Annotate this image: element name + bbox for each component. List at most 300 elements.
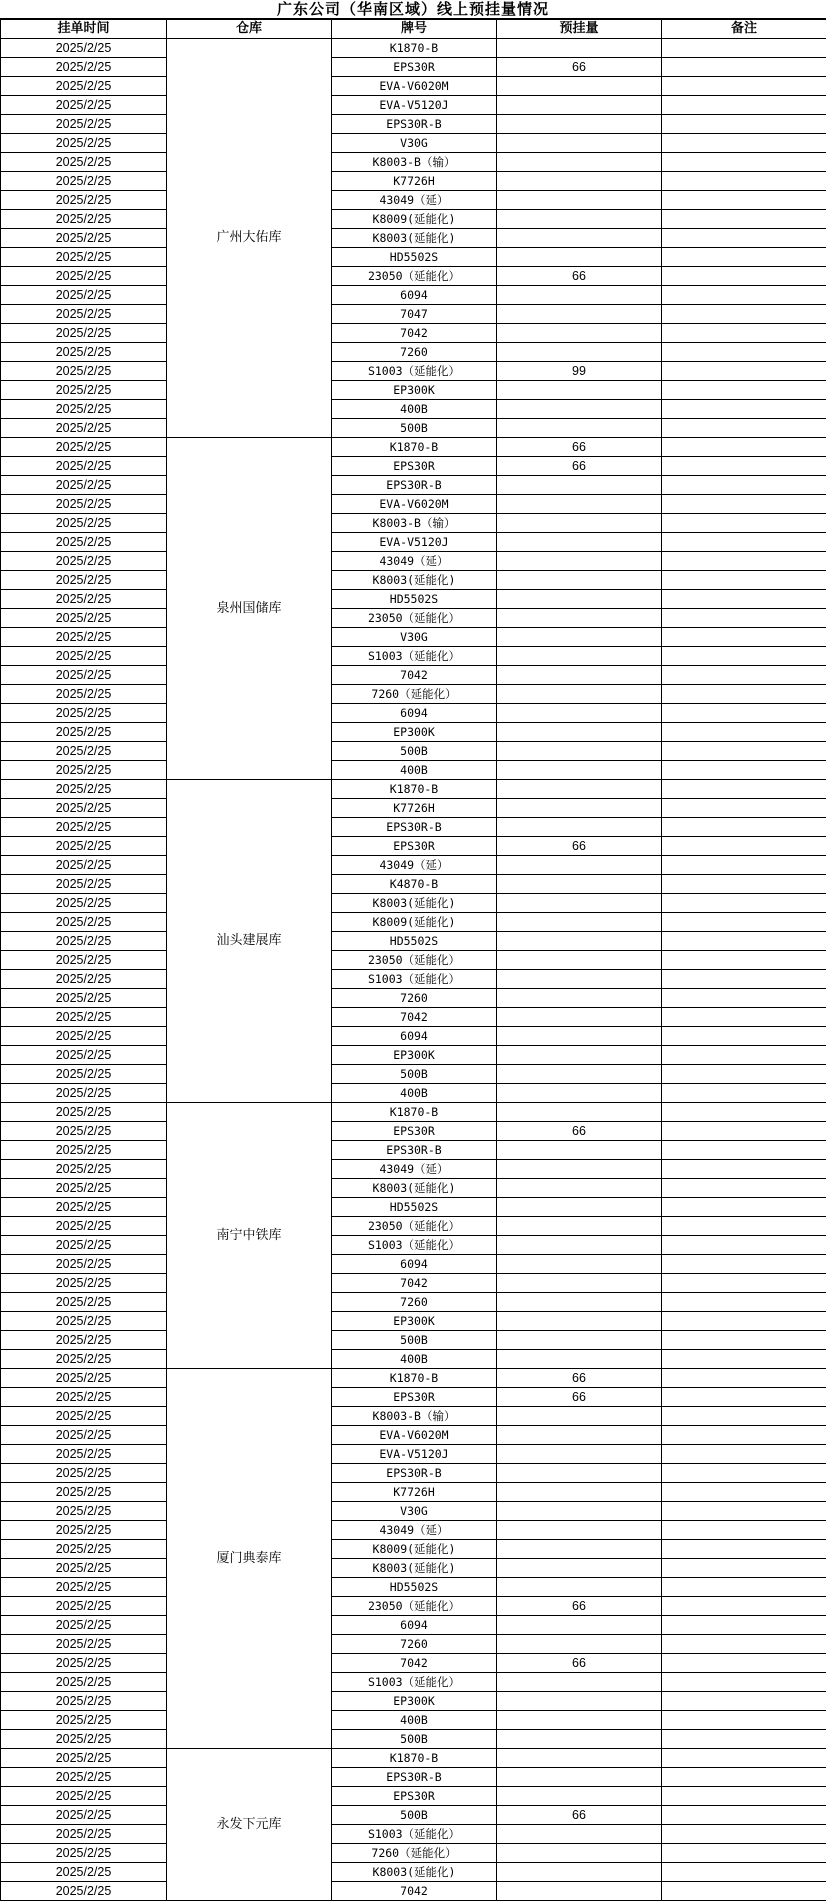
cell-date[interactable]: 2025/2/25: [1, 419, 167, 438]
cell-grade[interactable]: K1870-B: [332, 1369, 497, 1388]
cell-quantity[interactable]: 99: [497, 362, 662, 381]
cell-remark[interactable]: [662, 1198, 826, 1217]
cell-grade[interactable]: EPS30R: [332, 1787, 497, 1806]
cell-grade[interactable]: K7726H: [332, 1483, 497, 1502]
cell-grade[interactable]: EPS30R-B: [332, 1464, 497, 1483]
cell-quantity[interactable]: [497, 704, 662, 723]
cell-grade[interactable]: K7726H: [332, 172, 497, 191]
cell-date[interactable]: 2025/2/25: [1, 1673, 167, 1692]
cell-date[interactable]: 2025/2/25: [1, 191, 167, 210]
cell-date[interactable]: 2025/2/25: [1, 381, 167, 400]
cell-remark[interactable]: [662, 1597, 826, 1616]
cell-date[interactable]: 2025/2/25: [1, 1084, 167, 1103]
cell-date[interactable]: 2025/2/25: [1, 58, 167, 77]
cell-date[interactable]: 2025/2/25: [1, 609, 167, 628]
cell-date[interactable]: 2025/2/25: [1, 1654, 167, 1673]
cell-quantity[interactable]: 66: [497, 837, 662, 856]
cell-remark[interactable]: [662, 134, 826, 153]
cell-date[interactable]: 2025/2/25: [1, 970, 167, 989]
cell-remark[interactable]: [662, 1787, 826, 1806]
cell-remark[interactable]: [662, 438, 826, 457]
cell-quantity[interactable]: [497, 742, 662, 761]
cell-quantity[interactable]: [497, 1445, 662, 1464]
cell-quantity[interactable]: [497, 970, 662, 989]
cell-date[interactable]: 2025/2/25: [1, 115, 167, 134]
cell-warehouse[interactable]: 泉州国储库: [167, 438, 332, 780]
cell-grade[interactable]: EP300K: [332, 1312, 497, 1331]
cell-date[interactable]: 2025/2/25: [1, 1331, 167, 1350]
cell-quantity[interactable]: [497, 628, 662, 647]
cell-date[interactable]: 2025/2/25: [1, 457, 167, 476]
cell-date[interactable]: 2025/2/25: [1, 647, 167, 666]
cell-remark[interactable]: [662, 1255, 826, 1274]
cell-date[interactable]: 2025/2/25: [1, 1312, 167, 1331]
cell-warehouse[interactable]: 南宁中铁库: [167, 1103, 332, 1369]
cell-grade[interactable]: K8003(延能化): [332, 229, 497, 248]
cell-remark[interactable]: [662, 1616, 826, 1635]
cell-grade[interactable]: 7042: [332, 1008, 497, 1027]
cell-quantity[interactable]: [497, 1350, 662, 1369]
cell-date[interactable]: 2025/2/25: [1, 172, 167, 191]
cell-quantity[interactable]: 66: [497, 1388, 662, 1407]
cell-date[interactable]: 2025/2/25: [1, 571, 167, 590]
cell-quantity[interactable]: 66: [497, 1369, 662, 1388]
cell-quantity[interactable]: [497, 1540, 662, 1559]
cell-remark[interactable]: [662, 1008, 826, 1027]
cell-remark[interactable]: [662, 400, 826, 419]
cell-date[interactable]: 2025/2/25: [1, 1559, 167, 1578]
cell-remark[interactable]: [662, 1236, 826, 1255]
cell-date[interactable]: 2025/2/25: [1, 1027, 167, 1046]
cell-quantity[interactable]: [497, 1749, 662, 1768]
cell-quantity[interactable]: [497, 1217, 662, 1236]
cell-grade[interactable]: S1003（延能化）: [332, 362, 497, 381]
cell-remark[interactable]: [662, 476, 826, 495]
cell-grade[interactable]: 7260: [332, 1635, 497, 1654]
cell-date[interactable]: 2025/2/25: [1, 1597, 167, 1616]
cell-grade[interactable]: 500B: [332, 742, 497, 761]
cell-quantity[interactable]: [497, 381, 662, 400]
cell-date[interactable]: 2025/2/25: [1, 1407, 167, 1426]
cell-remark[interactable]: [662, 1882, 826, 1901]
cell-grade[interactable]: 23050（延能化）: [332, 951, 497, 970]
cell-date[interactable]: 2025/2/25: [1, 837, 167, 856]
cell-grade[interactable]: K1870-B: [332, 438, 497, 457]
cell-grade[interactable]: 7042: [332, 666, 497, 685]
cell-quantity[interactable]: [497, 761, 662, 780]
cell-quantity[interactable]: [497, 476, 662, 495]
cell-remark[interactable]: [662, 1217, 826, 1236]
cell-grade[interactable]: EPS30R: [332, 58, 497, 77]
cell-date[interactable]: 2025/2/25: [1, 267, 167, 286]
cell-grade[interactable]: K8003-B（输）: [332, 514, 497, 533]
cell-quantity[interactable]: [497, 1331, 662, 1350]
cell-grade[interactable]: V30G: [332, 1502, 497, 1521]
cell-quantity[interactable]: [497, 1502, 662, 1521]
cell-quantity[interactable]: 66: [497, 267, 662, 286]
cell-date[interactable]: 2025/2/25: [1, 1635, 167, 1654]
cell-date[interactable]: 2025/2/25: [1, 1274, 167, 1293]
cell-remark[interactable]: [662, 1426, 826, 1445]
cell-warehouse[interactable]: 厦门典泰库: [167, 1369, 332, 1749]
cell-quantity[interactable]: 66: [497, 438, 662, 457]
cell-grade[interactable]: S1003（延能化）: [332, 647, 497, 666]
cell-warehouse[interactable]: 广州大佑库: [167, 39, 332, 438]
cell-remark[interactable]: [662, 552, 826, 571]
cell-quantity[interactable]: [497, 1844, 662, 1863]
cell-quantity[interactable]: 66: [497, 1122, 662, 1141]
cell-remark[interactable]: [662, 1483, 826, 1502]
cell-quantity[interactable]: [497, 1635, 662, 1654]
cell-remark[interactable]: [662, 628, 826, 647]
cell-date[interactable]: 2025/2/25: [1, 1160, 167, 1179]
cell-remark[interactable]: [662, 1065, 826, 1084]
cell-remark[interactable]: [662, 1084, 826, 1103]
cell-remark[interactable]: [662, 1445, 826, 1464]
cell-quantity[interactable]: 66: [497, 457, 662, 476]
cell-date[interactable]: 2025/2/25: [1, 1388, 167, 1407]
cell-date[interactable]: 2025/2/25: [1, 514, 167, 533]
cell-date[interactable]: 2025/2/25: [1, 1103, 167, 1122]
cell-quantity[interactable]: [497, 1160, 662, 1179]
cell-remark[interactable]: [662, 58, 826, 77]
cell-date[interactable]: 2025/2/25: [1, 77, 167, 96]
cell-remark[interactable]: [662, 1711, 826, 1730]
cell-grade[interactable]: S1003（延能化）: [332, 970, 497, 989]
cell-quantity[interactable]: [497, 1711, 662, 1730]
cell-date[interactable]: 2025/2/25: [1, 1711, 167, 1730]
cell-date[interactable]: 2025/2/25: [1, 1749, 167, 1768]
cell-remark[interactable]: [662, 1312, 826, 1331]
cell-remark[interactable]: [662, 153, 826, 172]
cell-remark[interactable]: [662, 248, 826, 267]
cell-grade[interactable]: K8003(延能化): [332, 1863, 497, 1882]
cell-remark[interactable]: [662, 913, 826, 932]
cell-grade[interactable]: EP300K: [332, 1692, 497, 1711]
cell-date[interactable]: 2025/2/25: [1, 476, 167, 495]
cell-quantity[interactable]: [497, 609, 662, 628]
cell-remark[interactable]: [662, 533, 826, 552]
cell-quantity[interactable]: [497, 1293, 662, 1312]
cell-date[interactable]: 2025/2/25: [1, 495, 167, 514]
cell-quantity[interactable]: [497, 932, 662, 951]
cell-quantity[interactable]: [497, 229, 662, 248]
cell-grade[interactable]: K8003(延能化): [332, 571, 497, 590]
cell-quantity[interactable]: [497, 1673, 662, 1692]
cell-quantity[interactable]: [497, 1616, 662, 1635]
cell-quantity[interactable]: 66: [497, 58, 662, 77]
cell-quantity[interactable]: 66: [497, 1806, 662, 1825]
cell-quantity[interactable]: [497, 723, 662, 742]
cell-date[interactable]: 2025/2/25: [1, 1730, 167, 1749]
cell-date[interactable]: 2025/2/25: [1, 248, 167, 267]
cell-grade[interactable]: S1003（延能化）: [332, 1673, 497, 1692]
cell-remark[interactable]: [662, 875, 826, 894]
cell-date[interactable]: 2025/2/25: [1, 1445, 167, 1464]
cell-grade[interactable]: EVA-V6020M: [332, 495, 497, 514]
cell-quantity[interactable]: 66: [497, 1597, 662, 1616]
cell-remark[interactable]: [662, 1388, 826, 1407]
cell-date[interactable]: 2025/2/25: [1, 305, 167, 324]
cell-remark[interactable]: [662, 381, 826, 400]
cell-grade[interactable]: 6094: [332, 1616, 497, 1635]
cell-quantity[interactable]: [497, 685, 662, 704]
cell-remark[interactable]: [662, 1806, 826, 1825]
cell-grade[interactable]: EPS30R: [332, 1122, 497, 1141]
cell-remark[interactable]: [662, 723, 826, 742]
cell-date[interactable]: 2025/2/25: [1, 1255, 167, 1274]
cell-grade[interactable]: 23050（延能化）: [332, 1217, 497, 1236]
cell-quantity[interactable]: [497, 571, 662, 590]
cell-remark[interactable]: [662, 419, 826, 438]
cell-date[interactable]: 2025/2/25: [1, 1350, 167, 1369]
cell-grade[interactable]: EP300K: [332, 723, 497, 742]
cell-remark[interactable]: [662, 115, 826, 134]
cell-grade[interactable]: 400B: [332, 400, 497, 419]
cell-quantity[interactable]: [497, 1825, 662, 1844]
cell-warehouse[interactable]: 永发下元库: [167, 1749, 332, 1901]
cell-remark[interactable]: [662, 780, 826, 799]
cell-quantity[interactable]: 66: [497, 1654, 662, 1673]
cell-grade[interactable]: 500B: [332, 419, 497, 438]
cell-date[interactable]: 2025/2/25: [1, 1179, 167, 1198]
cell-remark[interactable]: [662, 932, 826, 951]
cell-date[interactable]: 2025/2/25: [1, 1806, 167, 1825]
cell-date[interactable]: 2025/2/25: [1, 324, 167, 343]
cell-remark[interactable]: [662, 647, 826, 666]
cell-grade[interactable]: K1870-B: [332, 39, 497, 58]
cell-remark[interactable]: [662, 210, 826, 229]
cell-grade[interactable]: EPS30R-B: [332, 1141, 497, 1160]
cell-quantity[interactable]: [497, 1179, 662, 1198]
cell-quantity[interactable]: [497, 1027, 662, 1046]
cell-quantity[interactable]: [497, 1274, 662, 1293]
cell-grade[interactable]: 7260（延能化）: [332, 1844, 497, 1863]
cell-date[interactable]: 2025/2/25: [1, 723, 167, 742]
cell-remark[interactable]: [662, 1407, 826, 1426]
cell-grade[interactable]: K1870-B: [332, 1103, 497, 1122]
cell-grade[interactable]: 500B: [332, 1065, 497, 1084]
cell-remark[interactable]: [662, 1749, 826, 1768]
cell-grade[interactable]: 43049（延）: [332, 552, 497, 571]
cell-remark[interactable]: [662, 362, 826, 381]
cell-remark[interactable]: [662, 1502, 826, 1521]
cell-date[interactable]: 2025/2/25: [1, 894, 167, 913]
cell-quantity[interactable]: [497, 286, 662, 305]
cell-remark[interactable]: [662, 1274, 826, 1293]
cell-date[interactable]: 2025/2/25: [1, 1464, 167, 1483]
cell-quantity[interactable]: [497, 210, 662, 229]
cell-date[interactable]: 2025/2/25: [1, 856, 167, 875]
cell-grade[interactable]: EPS30R: [332, 1388, 497, 1407]
cell-grade[interactable]: K8003(延能化): [332, 1179, 497, 1198]
cell-grade[interactable]: K1870-B: [332, 780, 497, 799]
cell-remark[interactable]: [662, 1559, 826, 1578]
cell-grade[interactable]: 400B: [332, 761, 497, 780]
cell-quantity[interactable]: [497, 1787, 662, 1806]
cell-grade[interactable]: 6094: [332, 704, 497, 723]
cell-remark[interactable]: [662, 1141, 826, 1160]
cell-remark[interactable]: [662, 666, 826, 685]
cell-date[interactable]: 2025/2/25: [1, 438, 167, 457]
cell-grade[interactable]: 500B: [332, 1730, 497, 1749]
cell-date[interactable]: 2025/2/25: [1, 1502, 167, 1521]
cell-grade[interactable]: 7042: [332, 1882, 497, 1901]
cell-remark[interactable]: [662, 1369, 826, 1388]
cell-quantity[interactable]: [497, 1882, 662, 1901]
cell-date[interactable]: 2025/2/25: [1, 666, 167, 685]
cell-remark[interactable]: [662, 742, 826, 761]
cell-quantity[interactable]: [497, 248, 662, 267]
cell-grade[interactable]: K8009(延能化): [332, 913, 497, 932]
cell-quantity[interactable]: [497, 1255, 662, 1274]
cell-date[interactable]: 2025/2/25: [1, 951, 167, 970]
cell-quantity[interactable]: [497, 552, 662, 571]
cell-quantity[interactable]: [497, 1084, 662, 1103]
cell-grade[interactable]: 7047: [332, 305, 497, 324]
cell-quantity[interactable]: [497, 894, 662, 913]
cell-date[interactable]: 2025/2/25: [1, 1768, 167, 1787]
cell-grade[interactable]: V30G: [332, 628, 497, 647]
cell-remark[interactable]: [662, 1293, 826, 1312]
cell-quantity[interactable]: [497, 1483, 662, 1502]
cell-quantity[interactable]: [497, 1065, 662, 1084]
cell-grade[interactable]: HD5502S: [332, 1578, 497, 1597]
cell-date[interactable]: 2025/2/25: [1, 96, 167, 115]
cell-remark[interactable]: [662, 1825, 826, 1844]
cell-quantity[interactable]: [497, 1407, 662, 1426]
cell-remark[interactable]: [662, 704, 826, 723]
cell-remark[interactable]: [662, 590, 826, 609]
cell-grade[interactable]: EVA-V5120J: [332, 533, 497, 552]
cell-remark[interactable]: [662, 1122, 826, 1141]
cell-quantity[interactable]: [497, 96, 662, 115]
cell-quantity[interactable]: [497, 1426, 662, 1445]
cell-date[interactable]: 2025/2/25: [1, 134, 167, 153]
cell-date[interactable]: 2025/2/25: [1, 229, 167, 248]
cell-quantity[interactable]: [497, 1768, 662, 1787]
cell-quantity[interactable]: [497, 77, 662, 96]
cell-date[interactable]: 2025/2/25: [1, 1616, 167, 1635]
cell-remark[interactable]: [662, 837, 826, 856]
cell-remark[interactable]: [662, 191, 826, 210]
cell-grade[interactable]: K1870-B: [332, 1749, 497, 1768]
cell-remark[interactable]: [662, 305, 826, 324]
cell-grade[interactable]: 43049（延）: [332, 856, 497, 875]
cell-grade[interactable]: 6094: [332, 1027, 497, 1046]
cell-quantity[interactable]: [497, 875, 662, 894]
cell-remark[interactable]: [662, 1540, 826, 1559]
cell-remark[interactable]: [662, 571, 826, 590]
cell-grade[interactable]: EPS30R-B: [332, 818, 497, 837]
cell-grade[interactable]: 43049（延）: [332, 191, 497, 210]
cell-grade[interactable]: 7042: [332, 324, 497, 343]
cell-grade[interactable]: EPS30R: [332, 457, 497, 476]
cell-quantity[interactable]: [497, 1692, 662, 1711]
cell-grade[interactable]: 7042: [332, 1274, 497, 1293]
cell-grade[interactable]: S1003（延能化）: [332, 1236, 497, 1255]
cell-remark[interactable]: [662, 286, 826, 305]
cell-grade[interactable]: 7042: [332, 1654, 497, 1673]
cell-date[interactable]: 2025/2/25: [1, 1483, 167, 1502]
cell-date[interactable]: 2025/2/25: [1, 1008, 167, 1027]
cell-date[interactable]: 2025/2/25: [1, 590, 167, 609]
cell-remark[interactable]: [662, 77, 826, 96]
cell-date[interactable]: 2025/2/25: [1, 343, 167, 362]
cell-grade[interactable]: K8003(延能化): [332, 894, 497, 913]
cell-date[interactable]: 2025/2/25: [1, 1046, 167, 1065]
cell-remark[interactable]: [662, 894, 826, 913]
cell-date[interactable]: 2025/2/25: [1, 989, 167, 1008]
cell-date[interactable]: 2025/2/25: [1, 552, 167, 571]
cell-date[interactable]: 2025/2/25: [1, 1540, 167, 1559]
cell-grade[interactable]: 7260（延能化）: [332, 685, 497, 704]
cell-quantity[interactable]: [497, 780, 662, 799]
cell-remark[interactable]: [662, 1730, 826, 1749]
cell-grade[interactable]: HD5502S: [332, 1198, 497, 1217]
cell-quantity[interactable]: [497, 989, 662, 1008]
cell-quantity[interactable]: [497, 419, 662, 438]
cell-date[interactable]: 2025/2/25: [1, 1521, 167, 1540]
cell-grade[interactable]: EPS30R-B: [332, 1768, 497, 1787]
cell-quantity[interactable]: [497, 1521, 662, 1540]
cell-remark[interactable]: [662, 267, 826, 286]
cell-grade[interactable]: K8003(延能化): [332, 1559, 497, 1578]
cell-date[interactable]: 2025/2/25: [1, 362, 167, 381]
cell-quantity[interactable]: [497, 1046, 662, 1065]
cell-quantity[interactable]: [497, 1578, 662, 1597]
cell-remark[interactable]: [662, 818, 826, 837]
cell-date[interactable]: 2025/2/25: [1, 742, 167, 761]
cell-grade[interactable]: HD5502S: [332, 248, 497, 267]
cell-quantity[interactable]: [497, 1141, 662, 1160]
cell-quantity[interactable]: [497, 39, 662, 58]
cell-date[interactable]: 2025/2/25: [1, 533, 167, 552]
cell-date[interactable]: 2025/2/25: [1, 1825, 167, 1844]
cell-grade[interactable]: 6094: [332, 1255, 497, 1274]
cell-date[interactable]: 2025/2/25: [1, 761, 167, 780]
cell-quantity[interactable]: [497, 495, 662, 514]
cell-grade[interactable]: 23050（延能化）: [332, 1597, 497, 1616]
cell-quantity[interactable]: [497, 305, 662, 324]
cell-quantity[interactable]: [497, 818, 662, 837]
cell-date[interactable]: 2025/2/25: [1, 799, 167, 818]
cell-remark[interactable]: [662, 856, 826, 875]
cell-grade[interactable]: EVA-V6020M: [332, 77, 497, 96]
cell-date[interactable]: 2025/2/25: [1, 286, 167, 305]
cell-grade[interactable]: K8003-B（输）: [332, 1407, 497, 1426]
cell-grade[interactable]: K7726H: [332, 799, 497, 818]
cell-grade[interactable]: K8009(延能化): [332, 210, 497, 229]
cell-quantity[interactable]: [497, 134, 662, 153]
cell-grade[interactable]: 23050（延能化）: [332, 609, 497, 628]
cell-quantity[interactable]: [497, 1559, 662, 1578]
cell-date[interactable]: 2025/2/25: [1, 1578, 167, 1597]
cell-grade[interactable]: 500B: [332, 1806, 497, 1825]
cell-remark[interactable]: [662, 324, 826, 343]
cell-quantity[interactable]: [497, 324, 662, 343]
cell-grade[interactable]: K4870-B: [332, 875, 497, 894]
cell-quantity[interactable]: [497, 951, 662, 970]
cell-remark[interactable]: [662, 970, 826, 989]
cell-grade[interactable]: 500B: [332, 1331, 497, 1350]
cell-quantity[interactable]: [497, 1008, 662, 1027]
cell-date[interactable]: 2025/2/25: [1, 1844, 167, 1863]
cell-quantity[interactable]: [497, 115, 662, 134]
cell-date[interactable]: 2025/2/25: [1, 1863, 167, 1882]
cell-date[interactable]: 2025/2/25: [1, 704, 167, 723]
cell-date[interactable]: 2025/2/25: [1, 932, 167, 951]
